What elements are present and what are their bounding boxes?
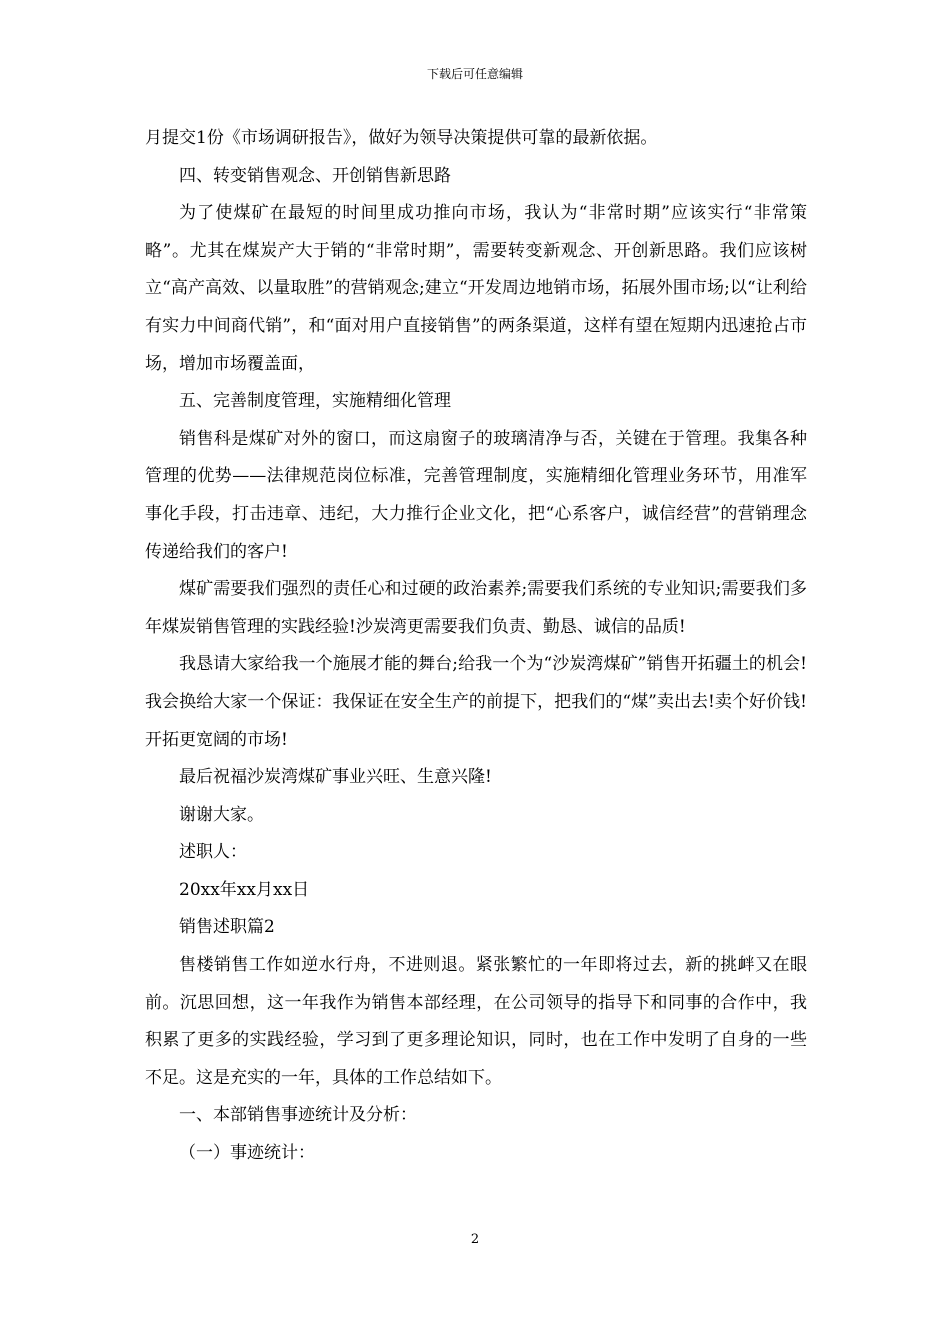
signature-label: 述职人： (179, 842, 247, 863)
paragraph: 月提交1份《市场调研报告》，做好为领导决策提供可靠的最新依据。 (145, 128, 658, 148)
section-heading-4: 四、转变销售观念、开创销售新思路 (179, 165, 451, 186)
subsection-heading: （一）事迹统计： (179, 1143, 315, 1164)
document-body (145, 120, 807, 1173)
paragraph: 我恳请大家给我一个施展才能的舞台;给我一个为“沙炭湾煤矿”销售开拓疆土的机会!我会换给大家一个保证：我保证在安全生产的前提下，把我们的“煤”卖出去!卖个好价钱!开拓更宽阔的市场! (145, 654, 807, 750)
closing-wish: 最后祝福沙炭湾煤矿事业兴旺、生意兴隆! (179, 767, 492, 788)
paragraph: 销售科是煤矿对外的窗口，而这扇窗子的玻璃清净与否，关键在于管理。我集各种管理的优势——法律规范岗位标准，完善管理制度，实施精细化管理业务环节，用准军事化手段，打击违章、违纪，大力推行企业文化，把“心系客户，诚信经营”的营销理念传递给我们的客户! (145, 428, 807, 562)
paragraph: 为了使煤矿在最短的时间里成功推向市场，我认为“非常时期”应该实行“非常策略”。尤其在煤炭产大于销的“非常时期”，需要转变新观念、开创新思路。我们应该树立“高产高效、以量取胜”的营销观念;建立“开发周边地销市场，拓展外围市场;以“让利给有实力中间商代销”，和“面对用户直接销售”的两条渠道，这样有望在短期内迅速抢占市场，增加市场覆盖面， (145, 203, 807, 374)
paragraph: 售楼销售工作如逆水行舟，不进则退。紧张繁忙的一年即将过去，新的挑衅又在眼前。沉思回想，这一年我作为销售本部经理，在公司领导的指导下和同事的合作中，我积累了更多的实践经验，学习到了更多理论知识，同时，也在工作中发明了自身的一些不足。这是充实的一年，具体的工作总结如下。 (145, 955, 807, 1088)
article-title: 销售述职篇2 (179, 917, 275, 938)
page-header: 下载后可任意编辑 (426, 67, 523, 81)
paragraph: 煤矿需要我们强烈的责任心和过硬的政治素养;需要我们系统的专业知识;需要我们多年煤炭销售管理的实践经验!沙炭湾更需要我们负责、勤恳、诚信的品质! (145, 579, 807, 637)
page-number: 2 (470, 1232, 480, 1247)
closing-thanks: 谢谢大家。 (179, 804, 264, 825)
date-line: 20xx年xx月xx日 (179, 879, 310, 900)
section-heading-5: 五、完善制度管理，实施精细化管理 (179, 391, 451, 412)
section-heading-1: 一、本部销售事迹统计及分析： (179, 1105, 417, 1126)
